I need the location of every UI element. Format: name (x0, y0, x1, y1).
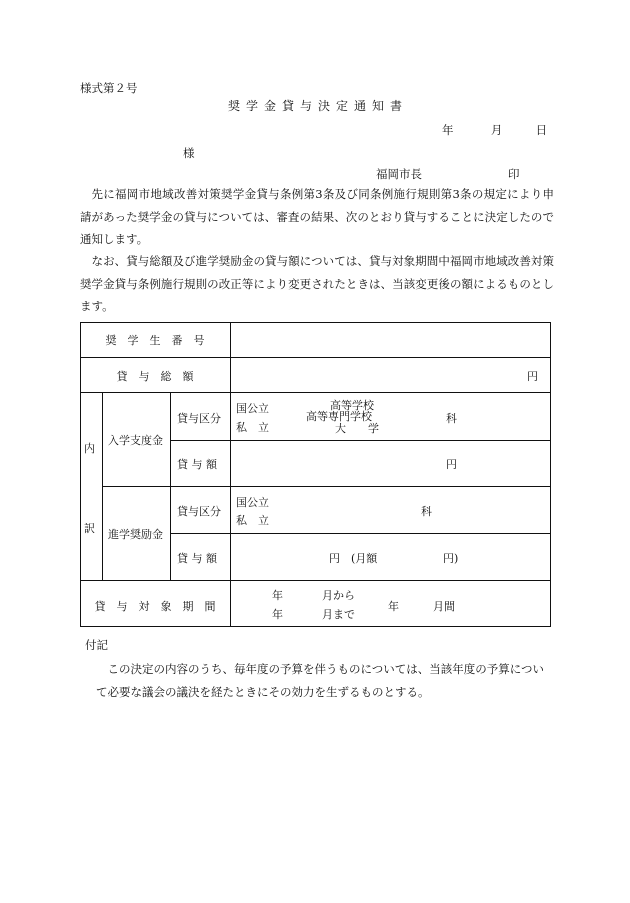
scholarship-public: 国公立 (236, 496, 269, 509)
row-divider (80, 357, 551, 358)
scholarship-private: 私 立 (236, 514, 269, 527)
form-number: 様式第２号 (80, 81, 138, 95)
admission-technical-college: 高等専門学校 (306, 410, 372, 423)
note-title: 付記 (85, 638, 108, 652)
scholarship-monthly-unit: 円) (443, 552, 459, 565)
scholarship-label: 進学奨励金 (108, 528, 163, 541)
total-loan-label: 貸 与 総 額 (116, 370, 194, 383)
admission-department-suffix: 科 (446, 412, 457, 425)
scholarship-amount-label: 貸 与 額 (177, 552, 217, 565)
admission-high-school: 高等学校 (330, 399, 374, 412)
column-divider (230, 322, 231, 627)
table-border-top (80, 322, 551, 323)
total-loan-unit: 円 (527, 370, 538, 383)
period-to-year: 年 (272, 608, 283, 621)
period-from-month: 月から (322, 589, 355, 602)
date-month: 月 (490, 123, 503, 137)
period-from-year: 年 (272, 589, 283, 602)
row-divider (170, 440, 551, 441)
seal-mark: 印 (508, 167, 520, 181)
notice-paragraph: 先に福岡市地域改善対策奨学金貸与条例第3条及び同条例施行規則第3条の規定により申請があった奨学金の貸与については、審査の結果、次のとおり貸与することに決定したので通知します。 (80, 187, 554, 247)
table-border-left (80, 322, 81, 627)
note-text: この決定の内容のうち、毎年度の予算を伴うものについては、当該年度の予算について必要な議会の議決を経たときにその効力を生ずるものとする。 (96, 662, 545, 699)
row-divider (170, 533, 551, 534)
column-divider (170, 392, 171, 580)
breakdown-label-bottom: 訳 (84, 522, 95, 535)
row-divider (80, 392, 551, 393)
period-label: 貸 与 対 象 期 間 (94, 600, 216, 613)
admission-private: 私 立 (236, 421, 269, 434)
period-to-month: 月まで (322, 608, 355, 621)
loan-decision-table (80, 322, 551, 627)
admission-public: 国公立 (236, 402, 269, 415)
breakdown-label-top: 内 (84, 442, 95, 455)
addressee-honorific: 様 (183, 146, 195, 160)
scholarship-department-suffix: 科 (421, 505, 432, 518)
date-year: 年 (442, 123, 454, 137)
admission-university: 大 学 (335, 422, 379, 435)
period-duration-year: 年 (388, 600, 399, 613)
table-border-bottom (80, 626, 551, 627)
date-day: 日 (535, 123, 548, 137)
period-duration-months: 月間 (433, 600, 455, 613)
issue-date (442, 122, 547, 138)
table-border-right (550, 322, 551, 627)
admission-amount-label: 貸 与 額 (177, 458, 217, 471)
admission-category-label: 貸与区分 (177, 412, 221, 425)
row-divider (80, 580, 551, 581)
document-title: 奨学金貸与決定通知書 (228, 99, 409, 113)
admission-fund-label: 入学支度金 (108, 434, 163, 447)
column-divider (102, 392, 103, 580)
scholarship-amount-text: 円 (月額 (329, 552, 378, 565)
scholarship-category-label: 貸与区分 (177, 505, 221, 518)
amendment-paragraph: なお、貸与総額及び進学奨励金の貸与額については、貸与対象期間中福岡市地域改善対策奨学金貸与条例施行規則の改正等により変更されたときは、当該変更後の額によるものとします。 (80, 254, 554, 314)
student-number-label: 奨 学 生 番 号 (105, 334, 205, 347)
issuer-name: 福岡市長 (376, 167, 422, 181)
admission-amount-unit: 円 (446, 458, 457, 471)
